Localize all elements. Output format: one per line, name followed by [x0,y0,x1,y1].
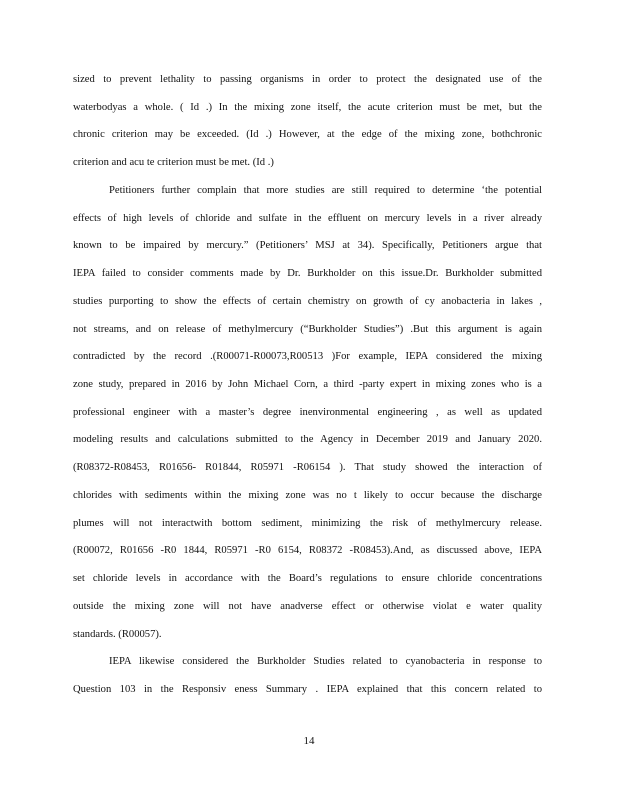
text-line: zone study, prepared in 2016 by John Michael Corn, a third -party expert in mixing zones who is a [73,379,542,390]
text-line: contradicted by the record .(R00071-R00073,R00513 )For example, IEPA considered the mixing [73,351,542,362]
text-line: chlorides with sediments within the mixing zone was no t likely to occur because the discharge [73,490,542,501]
text-line: (R08372-R08453, R01656- R01844, R05971 -R06154 ). That study showed the interaction of [73,462,542,473]
text-line: Question 103 in the Responsiv eness Summary . IEPA explained that this concern related to [73,684,542,695]
text-line: outside the mixing zone will not have anadverse effect or otherwise violat e water quality [73,601,542,612]
text-line: criterion and acu te criterion must be met. (Id .) [73,157,274,168]
text-line: professional engineer with a master’s degree inenvironmental engineering , as well as updated [73,407,542,418]
text-line: Petitioners further complain that more studies are still required to determine ‘the potential [109,185,542,196]
text-line: modeling results and calculations submitted to the Agency in December 2019 and January 2020. [73,434,542,445]
text-line: standards. (R00057). [73,629,162,640]
text-line: not streams, and on release of methylmercury (“Burkholder Studies”) .But this argument is again [73,324,542,335]
text-line: IEPA failed to consider comments made by Dr. Burkholder on this issue.Dr. Burkholder submitted [73,268,542,279]
text-line: plumes will not interactwith bottom sediment, minimizing the risk of methylmercury release. [73,518,542,529]
text-line: sized to prevent lethality to passing organisms in order to protect the designated use of the [73,74,542,85]
text-line: effects of high levels of chloride and sulfate in the effluent on mercury levels in a river already [73,213,542,224]
text-line: waterbodyas a whole. ( Id .) In the mixing zone itself, the acute criterion must be met, but the [73,102,542,113]
text-line: known to be impaired by mercury.” (Petitioners’ MSJ at 34). Specifically, Petitioners argue that [73,240,542,251]
text-line: studies purporting to show the effects of certain chemistry on growth of cy anobacteria in lakes , [73,296,542,307]
text-line: (R00072, R01656 -R0 1844, R05971 -R0 6154, R08372 -R08453).And, as discussed above, IEPA [73,545,542,556]
text-line: set chloride levels in accordance with the Board’s regulations to ensure chloride concentrations [73,573,542,584]
text-line: chronic criterion may be exceeded. (Id .) However, at the edge of the mixing zone, bothchronic [73,129,542,140]
text-line: IEPA likewise considered the Burkholder Studies related to cyanobacteria in response to [109,656,542,667]
page-number: 14 [303,735,315,747]
